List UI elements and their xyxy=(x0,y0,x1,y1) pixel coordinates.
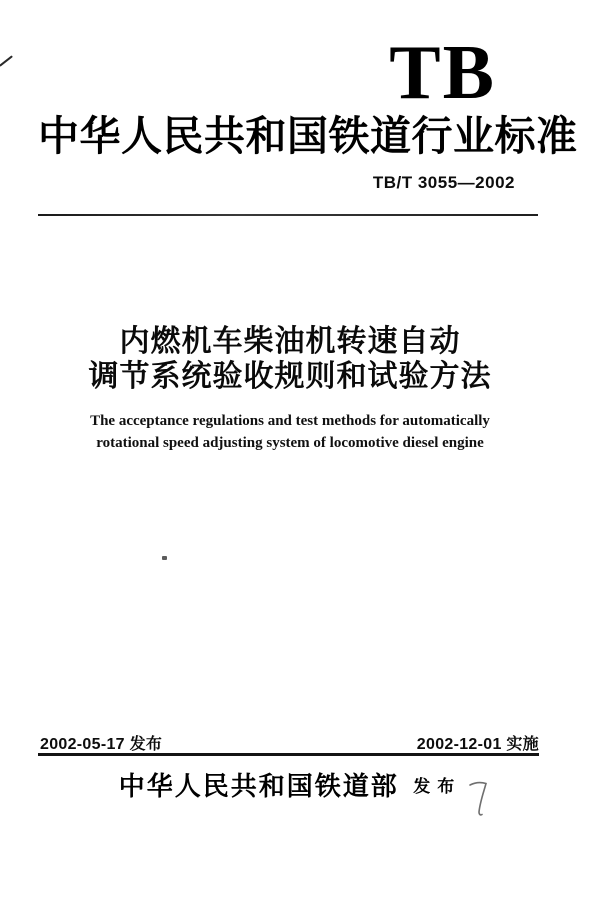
implement-date: 2002-12-01 实施 xyxy=(416,736,539,753)
dates-row xyxy=(40,731,539,754)
issue-date: 2002-05-17 发布 xyxy=(40,736,163,753)
tb-logo: TB xyxy=(389,29,496,115)
handwritten-pencil-mark-icon xyxy=(468,778,494,820)
publisher-name: 中华人民共和国铁道部 xyxy=(118,772,399,801)
document-title-line2: 调节系统验收规则和试验方法 xyxy=(88,360,492,393)
document-title-line1: 内燃机车柴油机转速自动 xyxy=(119,325,461,358)
document-subtitle-english xyxy=(40,410,540,454)
publisher-suffix: 发布 xyxy=(413,777,462,796)
scan-artifact-dot-icon xyxy=(162,556,167,560)
publisher-row xyxy=(40,766,540,803)
scan-artifact-slash-icon xyxy=(0,55,13,66)
document-subtitle-line2: rotational speed adjusting system of locomotive diesel engine xyxy=(96,435,484,451)
header-title: 中华人民共和国铁道行业标准 xyxy=(38,113,578,159)
footer-divider xyxy=(38,753,539,756)
document-title xyxy=(40,324,540,394)
standard-number: TB/T 3055—2002 xyxy=(372,173,515,192)
document-subtitle-line1: The acceptance regulations and test methods for automatically xyxy=(90,413,490,429)
header-divider xyxy=(38,214,538,216)
